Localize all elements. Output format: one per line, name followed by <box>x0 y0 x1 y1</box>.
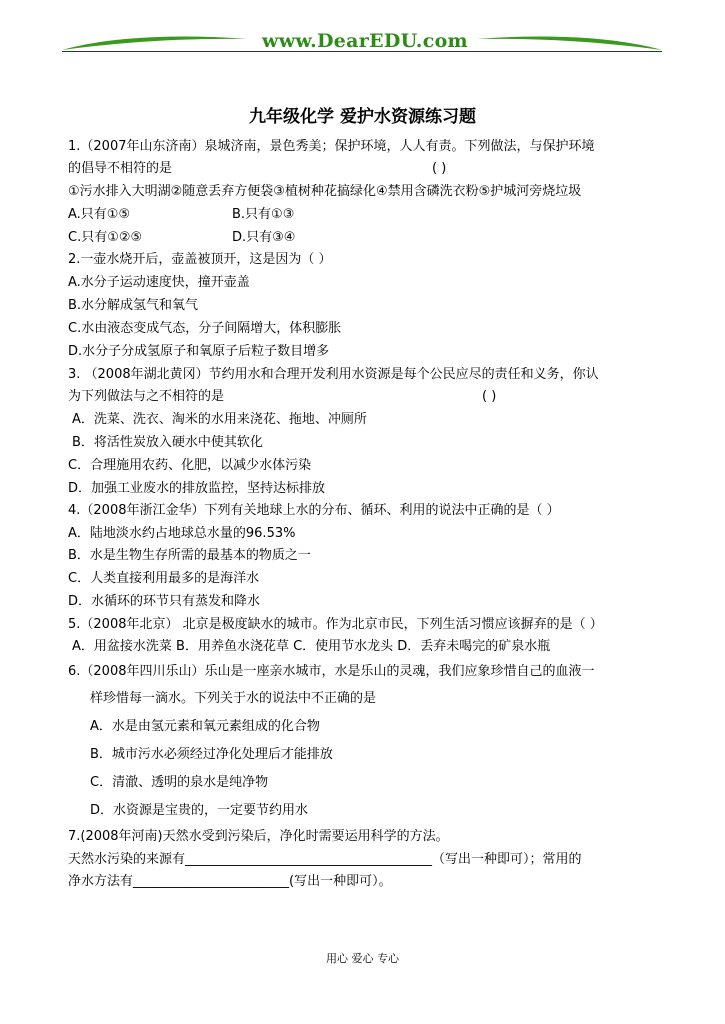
green-swoosh-right-icon <box>477 34 662 52</box>
question-3-stem-cont: 为下列做法与之不相符的是 <box>68 389 225 404</box>
question-7-stem: 7.(2008年河南)天然水受到污染后，净化时需要运用科学的方法。 <box>68 829 449 844</box>
question-6-option-c: C．清澈、透明的泉水是纯净物 <box>90 775 269 790</box>
question-1-option-d: D.只有③④ <box>232 230 296 245</box>
question-3-option-b: B．将活性炭放入硬水中使其软化 <box>72 435 263 450</box>
question-6-stem-cont: 样珍惜每一滴水。下列关于水的说法中不正确的是 <box>90 691 377 706</box>
question-6-stem: 6.（2008年四川乐山）乐山是一座亲水城市，水是乐山的灵魂，我们应象珍惜自己的血液一 <box>68 664 595 679</box>
question-6-option-a: A．水是由氢元素和氧元素组成的化合物 <box>90 719 320 734</box>
question-4-option-b: B．水是生物生存所需的最基本的物质之一 <box>68 548 311 563</box>
page-footer: 用心 爱心 专心 <box>326 952 399 965</box>
question-7-blank-1: 天然水污染的来源有______________________________________（写出一种即可）；常用的 <box>68 852 582 867</box>
question-2-option-a: A.水分子运动速度快，撞开壶盖 <box>68 275 250 290</box>
question-1-stem-cont: 的倡导不相符的是 <box>68 161 173 176</box>
question-1-option-b: B.只有①③ <box>232 207 295 222</box>
question-6-option-b: B．城市污水必须经过净化处理后才能排放 <box>90 747 333 762</box>
question-3-stem: 3. （2008年湖北黄冈）节约用水和合理开发利用水资源是每个公民应尽的责任和义务，你认 <box>68 367 599 382</box>
question-2-option-b: B.水分解成氢气和氧气 <box>68 298 199 313</box>
question-3-option-a: A．洗菜、洗衣、淘米的水用来浇花、拖地、冲厕所 <box>72 412 367 427</box>
question-4-option-c: C．人类直接利用最多的是海洋水 <box>68 571 260 586</box>
question-1-option-a: A.只有①⑤ <box>68 207 131 222</box>
site-url: www.DearEDU.com <box>262 30 468 52</box>
answer-blank-3: ( ) <box>482 389 497 404</box>
question-5-stem: 5.（2008年北京） 北京是极度缺水的城市。作为北京市民，下列生活习惯应该摒弃的是（ ） <box>68 617 603 632</box>
question-7-blank-2: 净水方法有________________________(写出一种即可）。 <box>68 874 392 889</box>
question-4-stem: 4.（2008年浙江金华）下列有关地球上水的分布、循环、利用的说法中正确的是（ ） <box>68 503 560 518</box>
question-6-option-d: D．水资源是宝贵的，一定要节约用水 <box>90 803 309 818</box>
page-title: 九年级化学 爱护水资源练习题 <box>249 107 476 127</box>
question-2-stem: 2.一壶水烧开后，壶盖被顶开，这是因为（ ） <box>68 252 332 267</box>
header-rule <box>62 51 662 52</box>
question-4-option-a: A．陆地淡水约占地球总水量的96.53% <box>68 526 296 541</box>
question-1-option-c: C.只有①②⑤ <box>68 230 143 245</box>
question-1-stem: 1.（2007年山东济南）泉城济南，景色秀美；保护环境，人人有责。下列做法，与保护环境 <box>68 139 595 154</box>
question-3-option-c: C．合理施用农药、化肥，以减少水体污染 <box>68 458 312 473</box>
question-4-option-d: D．水循环的环节只有蒸发和降水 <box>68 594 261 609</box>
answer-blank-1: ( ) <box>432 161 447 176</box>
page-header <box>62 28 662 58</box>
question-2-option-d: D.水分子分成氢原子和氧原子后粒子数目增多 <box>68 344 330 359</box>
question-3-option-d: D．加强工业废水的排放监控，坚持达标排放 <box>68 481 326 496</box>
green-swoosh-left-icon <box>62 34 247 52</box>
question-5-options: A．用盆接水洗菜 B．用养鱼水浇花草 C．使用节水龙头 D．丢弃未喝完的矿泉水瓶 <box>72 639 551 654</box>
question-2-option-c: C.水由液态变成气态，分子间隔增大，体积膨胀 <box>68 321 342 336</box>
question-1-statements: ①污水排入大明湖②随意丢弃方便袋③植树种花搞绿化④禁用含磷洗衣粉⑤护城河旁烧垃圾 <box>68 184 582 199</box>
